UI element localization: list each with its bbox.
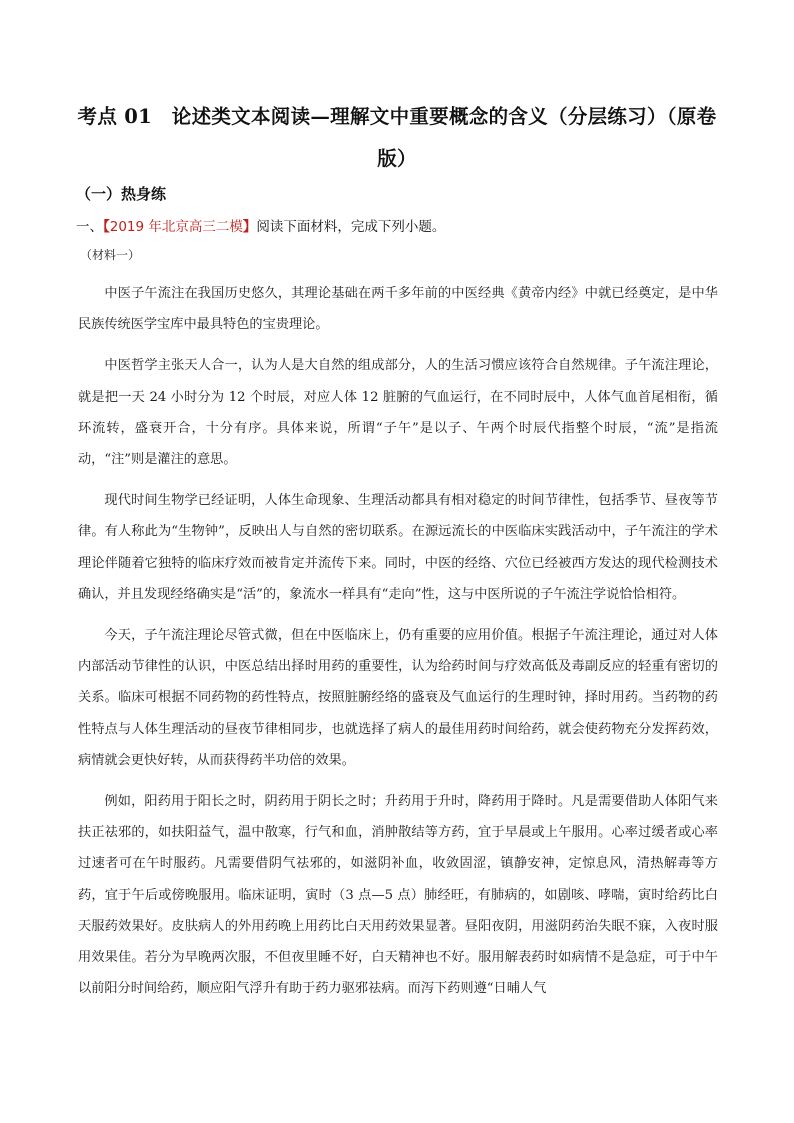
source-tag-open: 【	[103, 219, 110, 235]
section-heading: （一）热身练	[76, 185, 167, 203]
paragraph: 现代时间生物学已经证明，人体生命现象、生理活动都具有相对稳定的时间节律性，包括季节、昼夜等节律。有人称此为“生物钟”，反映出人与自然的密切联系。在源远流长的中医临床实践活动中，子午流注的学术理论伴随着它独特的临床疗效而被肯定并流传下来。同时，中医的经络、穴位已经被西方发达的现代检测技术确认，并且发现经络确实是“活”的，象流水一样具有“走向”性，这与中医所说的子午流注学说恰恰相符。	[78, 493, 718, 602]
document-title: 考点 01 论述类文本阅读—理解文中重要概念的含义（分层练习）（原卷版）	[77, 105, 717, 170]
material-body	[78, 278, 718, 1004]
question-number: 一、	[76, 219, 103, 235]
paragraph: 中医哲学主张天人合一，认为人是大自然的组成部分，人的生活习惯应该符合自然规律。子午流注理论，就是把一天 24 小时分为 12 个时辰，对应人体 12 脏腑的气血运行，在不同时辰中，人体气血首尾相衔，循环流转，盛衰开合，十分有序。具体来说，所谓“子午”是以子、午两个时辰代指整个时辰，“流”是指流动，“注”则是灌注的意思。	[78, 358, 718, 468]
source-tag-close: 】	[242, 219, 257, 235]
paragraph: 例如，阳药用于阳长之时，阴药用于阴长之时；升药用于升时，降药用于降时。凡是需要借助人体阳气来扶正祛邪的，如扶阳益气，温中散寒，行气和血，消肿散结等方药，宜于早晨或上午服用。心率过缓者或心率过速者可在午时服药。凡需要借阴气祛邪的，如滋阴补血，收敛固涩，镇静安神，定惊息风，清热解毒等方药，宜于午后或傍晚服用。临床证明，寅时（3 点—5 点）肺经旺，有肺病的，如剧咳、哮喘，寅时给药比白天服药效果好。皮肤病人的外用药晚上用药比白天用药效果显著。昼阳夜阴，用滋阴药治失眠不寐，入夜时服用效果佳。若分为早晚两次服，不但夜里睡不好，白天精神也不好。服用解表药时如病情不是急症，可于中午以前阳分时间给药，顺应阳气浮升有助于药力驱邪祛病。而泻下药则遵“日晡人气	[78, 794, 718, 997]
source-tag-text: 2019 年北京高三二模	[109, 219, 243, 235]
question-line	[76, 215, 445, 235]
paragraph: 中医子午流注在我国历史悠久，其理论基础在两千多年前的中医经典《黄帝内经》中就已经奠定，是中华民族传统医学宝库中最具特色的宝贵理论。	[78, 286, 718, 333]
material-label: （材料一）	[80, 248, 141, 262]
source-tag	[103, 219, 256, 235]
paragraph: 今天，子午流注理论尽管式微，但在中医临床上，仍有重要的应用价值。根据子午流注理论，通过对人体内部活动节律性的认识，中医总结出择时用药的重要性，认为给药时间与疗效高低及毒副反应的轻重有密切的关系。临床可根据不同药物的药性特点，按照脏腑经络的盛衰及气血运行的生理时钟，择时用药。当药物的药性特点与人体生理活动的昼夜节律相同步，也就选择了病人的最佳用药时间给药，就会使药物充分发挥药效，病情就会更快好转，从而获得药半功倍的效果。	[78, 628, 718, 768]
question-text: 阅读下面材料，完成下列小题。	[256, 219, 446, 235]
